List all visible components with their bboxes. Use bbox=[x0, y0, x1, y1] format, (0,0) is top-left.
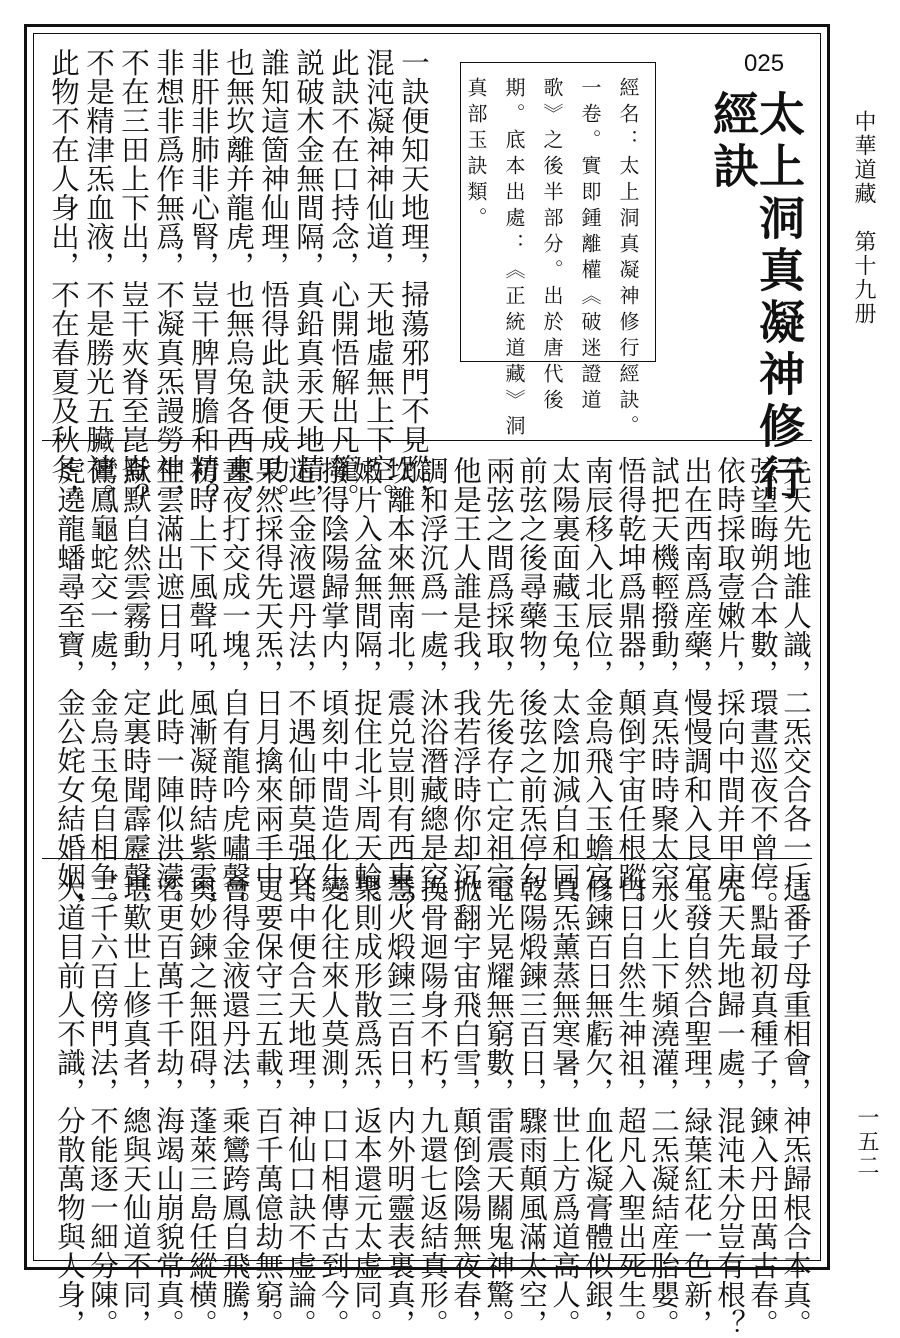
note-line: 歌》之後半部分。出於唐代後 bbox=[540, 77, 564, 415]
verse-column: 嫩片入盆無間隔，捉住北斗周天輪。 bbox=[350, 456, 383, 920]
page-number: 一五二 bbox=[854, 1106, 879, 1178]
verse-column: 依時採取壹嫩片，採向中間并甲庚。 bbox=[713, 456, 746, 920]
verse-column: 乾陽煅鍊三百日，驟雨顛風滿太空， bbox=[515, 874, 548, 1338]
verse-column: 非肝非肺非心腎，豈干脾胃膽和精？ bbox=[187, 48, 220, 512]
verse-column: 不是精津炁血液，不是勝光五臟神。 bbox=[82, 48, 115, 512]
verse-column: 生發自然合聖理，緑葉紅花一色新， bbox=[680, 874, 713, 1338]
note-line: 期。底本出處：《正統道藏》洞 bbox=[502, 77, 526, 441]
verse-column: 果然採得先天炁，日月擒來兩手中。 bbox=[251, 456, 284, 920]
verse-column: 會得金液還丹法，乘鸞跨鳳自飛騰， bbox=[218, 874, 251, 1338]
note-line: 真部玉訣類。 bbox=[464, 77, 488, 233]
verse-column: 白日自然生神祖，超凡入聖出死生。 bbox=[614, 874, 647, 1338]
verse-column: 真炁薰蒸無寒暑，世上方爲道高人。 bbox=[548, 874, 581, 1338]
verse-column: 兩弦之間爲採取，先後存亡定祖宗。 bbox=[482, 456, 515, 920]
verse-column: 换骨迴陽身不朽，九還七返結真形。 bbox=[416, 874, 449, 1338]
verse-column: 修鍊百日無虧欠，血化凝膏體似銀， bbox=[581, 874, 614, 1338]
verse-column: 堪歎世上修真者，總與天仙道不同， bbox=[119, 874, 152, 1338]
verse-column: 初時上下風聲吼，風漸凝時結紫雲， bbox=[185, 456, 218, 920]
verse-column: 大道目前人不識，分散萬物與人身， bbox=[53, 874, 86, 1338]
note-line: 經名：太上洞真凝神修行經訣。 bbox=[616, 77, 640, 441]
verse-column: 此訣不在口持念，心開悟解出凡籠。 bbox=[327, 48, 360, 512]
verse-column: 弦望晦朔合本數，環晝巡夜不曾停。 bbox=[746, 456, 779, 920]
verse-column: 變化往來人莫測，口口相傳古到今。 bbox=[317, 874, 350, 1338]
verse-column: 一點最初真種子，鍊入丹田萬古春。 bbox=[746, 874, 779, 1338]
verse-column: 這些金液還丹法，不遇仙師莫强攻。 bbox=[284, 456, 317, 920]
verse-column: 誰知這箇神仙理，悟得此訣便成功。 bbox=[257, 48, 290, 512]
verse-column: 先天先地歸一處，混沌未分豈有根？ bbox=[713, 874, 746, 1338]
verse-column: 坎離本來無南北，震兑豈則有西東？ bbox=[383, 456, 416, 920]
verse-column: 出在西南爲産藥，慢慢調和入艮宮。 bbox=[680, 456, 713, 920]
verse-column: 鸞鳳龜蛇交一處，金烏玉兔自相争。 bbox=[86, 456, 119, 920]
verse-column: 此物不在人身出，不在春夏及秋冬， bbox=[47, 48, 80, 512]
note-line: 一卷。實即鍾離權《破迷證道 bbox=[578, 77, 602, 415]
verse-column: 説破木金無間隔，真鉛真汞天地精， bbox=[292, 48, 325, 512]
verse-column: 虎遶龍蟠尋至寶，金公姹女結婚姻， bbox=[53, 456, 86, 920]
text-title-line2: 經訣 bbox=[706, 90, 760, 194]
verse-column: 非想非爲作無爲，不凝真炁謾勞神， bbox=[152, 48, 185, 512]
annotation-box bbox=[460, 62, 656, 441]
verse-column: 掀翻宇宙飛白雪，顛倒陰陽無夜春， bbox=[449, 874, 482, 1338]
verse-column: 先天先地誰人識，二炁交合各一斤。 bbox=[779, 456, 812, 920]
verse-column: 若更百萬千千劫，海竭山崩貌常真。 bbox=[152, 874, 185, 1338]
text-number: 025 bbox=[744, 50, 785, 77]
verse-column: 慧火煅鍊三百日，内外明靈表裏真， bbox=[383, 874, 416, 1338]
verse-column: 調和浮沉爲一處，沐浴潛藏總是空。 bbox=[416, 456, 449, 920]
verse-column: 水火上下頻澆灌，二炁凝結産胎嬰。 bbox=[647, 874, 680, 1338]
text-title-line1: 太上洞真凝神修行 bbox=[752, 90, 806, 506]
verse-column: 其中便合天地理，神仙口訣不虚論。 bbox=[284, 874, 317, 1338]
verse-column: 一訣便知天地理，掃蕩邪門不見蹤， bbox=[397, 48, 430, 512]
verse-column: 奥妙鍊之無阻碍，蓬萊三島任縱横。 bbox=[185, 874, 218, 1338]
verse-column: 生雲滿出遮日月，此時一陣似洪濛。 bbox=[152, 456, 185, 920]
verse-column: 試把天機輕撥動，真炁時時聚太空。 bbox=[647, 456, 680, 920]
verse-column: 電光晃耀無窮數，雷震天關鬼神驚。 bbox=[482, 874, 515, 1338]
verse-column: 南辰移入北辰位，金烏飛入玉蟾宫。 bbox=[581, 456, 614, 920]
verse-column: 悟得乾坤爲鼎器，顛倒宇宙任根蹤。 bbox=[614, 456, 647, 920]
verse-column: 不在三田上下出，豈干夾脊至崑崙？ bbox=[117, 48, 150, 512]
verse-column: 太陽裏面藏玉兔，太陰加減自和同。 bbox=[548, 456, 581, 920]
verse-column: 前弦之後尋藥物，後弦之前炁停勾。 bbox=[515, 456, 548, 920]
verse-column: 默默自然雲霧動，定裏時聞霹靂聲， bbox=[119, 456, 152, 920]
verse-column: 混沌凝神神仙道，天地虛無上下空。 bbox=[362, 48, 395, 512]
volume-label: 中華道藏 第十九册 bbox=[851, 110, 876, 326]
verse-column: 這番子母重相會，神炁歸根合本真。 bbox=[779, 874, 812, 1338]
verse-column: 三千六百傍門法，不能逐一細分陳。 bbox=[86, 874, 119, 1338]
verse-column: 晝夜打交成一塊，自有龍吟虎嘯聲。 bbox=[218, 456, 251, 920]
verse-column: 聚則成形散爲炁，返本還元太虚同。 bbox=[350, 874, 383, 1338]
verse-column: 他是王人誰是我，我若浮時你却沉。 bbox=[449, 456, 482, 920]
verse-column: 更要保守三五載，百千萬億劫無窮。 bbox=[251, 874, 284, 1338]
verse-column: 撥得陰陽歸掌内，頃刻中間造化生。 bbox=[317, 456, 350, 920]
verse-column: 也無坎離并龍虎，也無烏兔各西東， bbox=[222, 48, 255, 512]
